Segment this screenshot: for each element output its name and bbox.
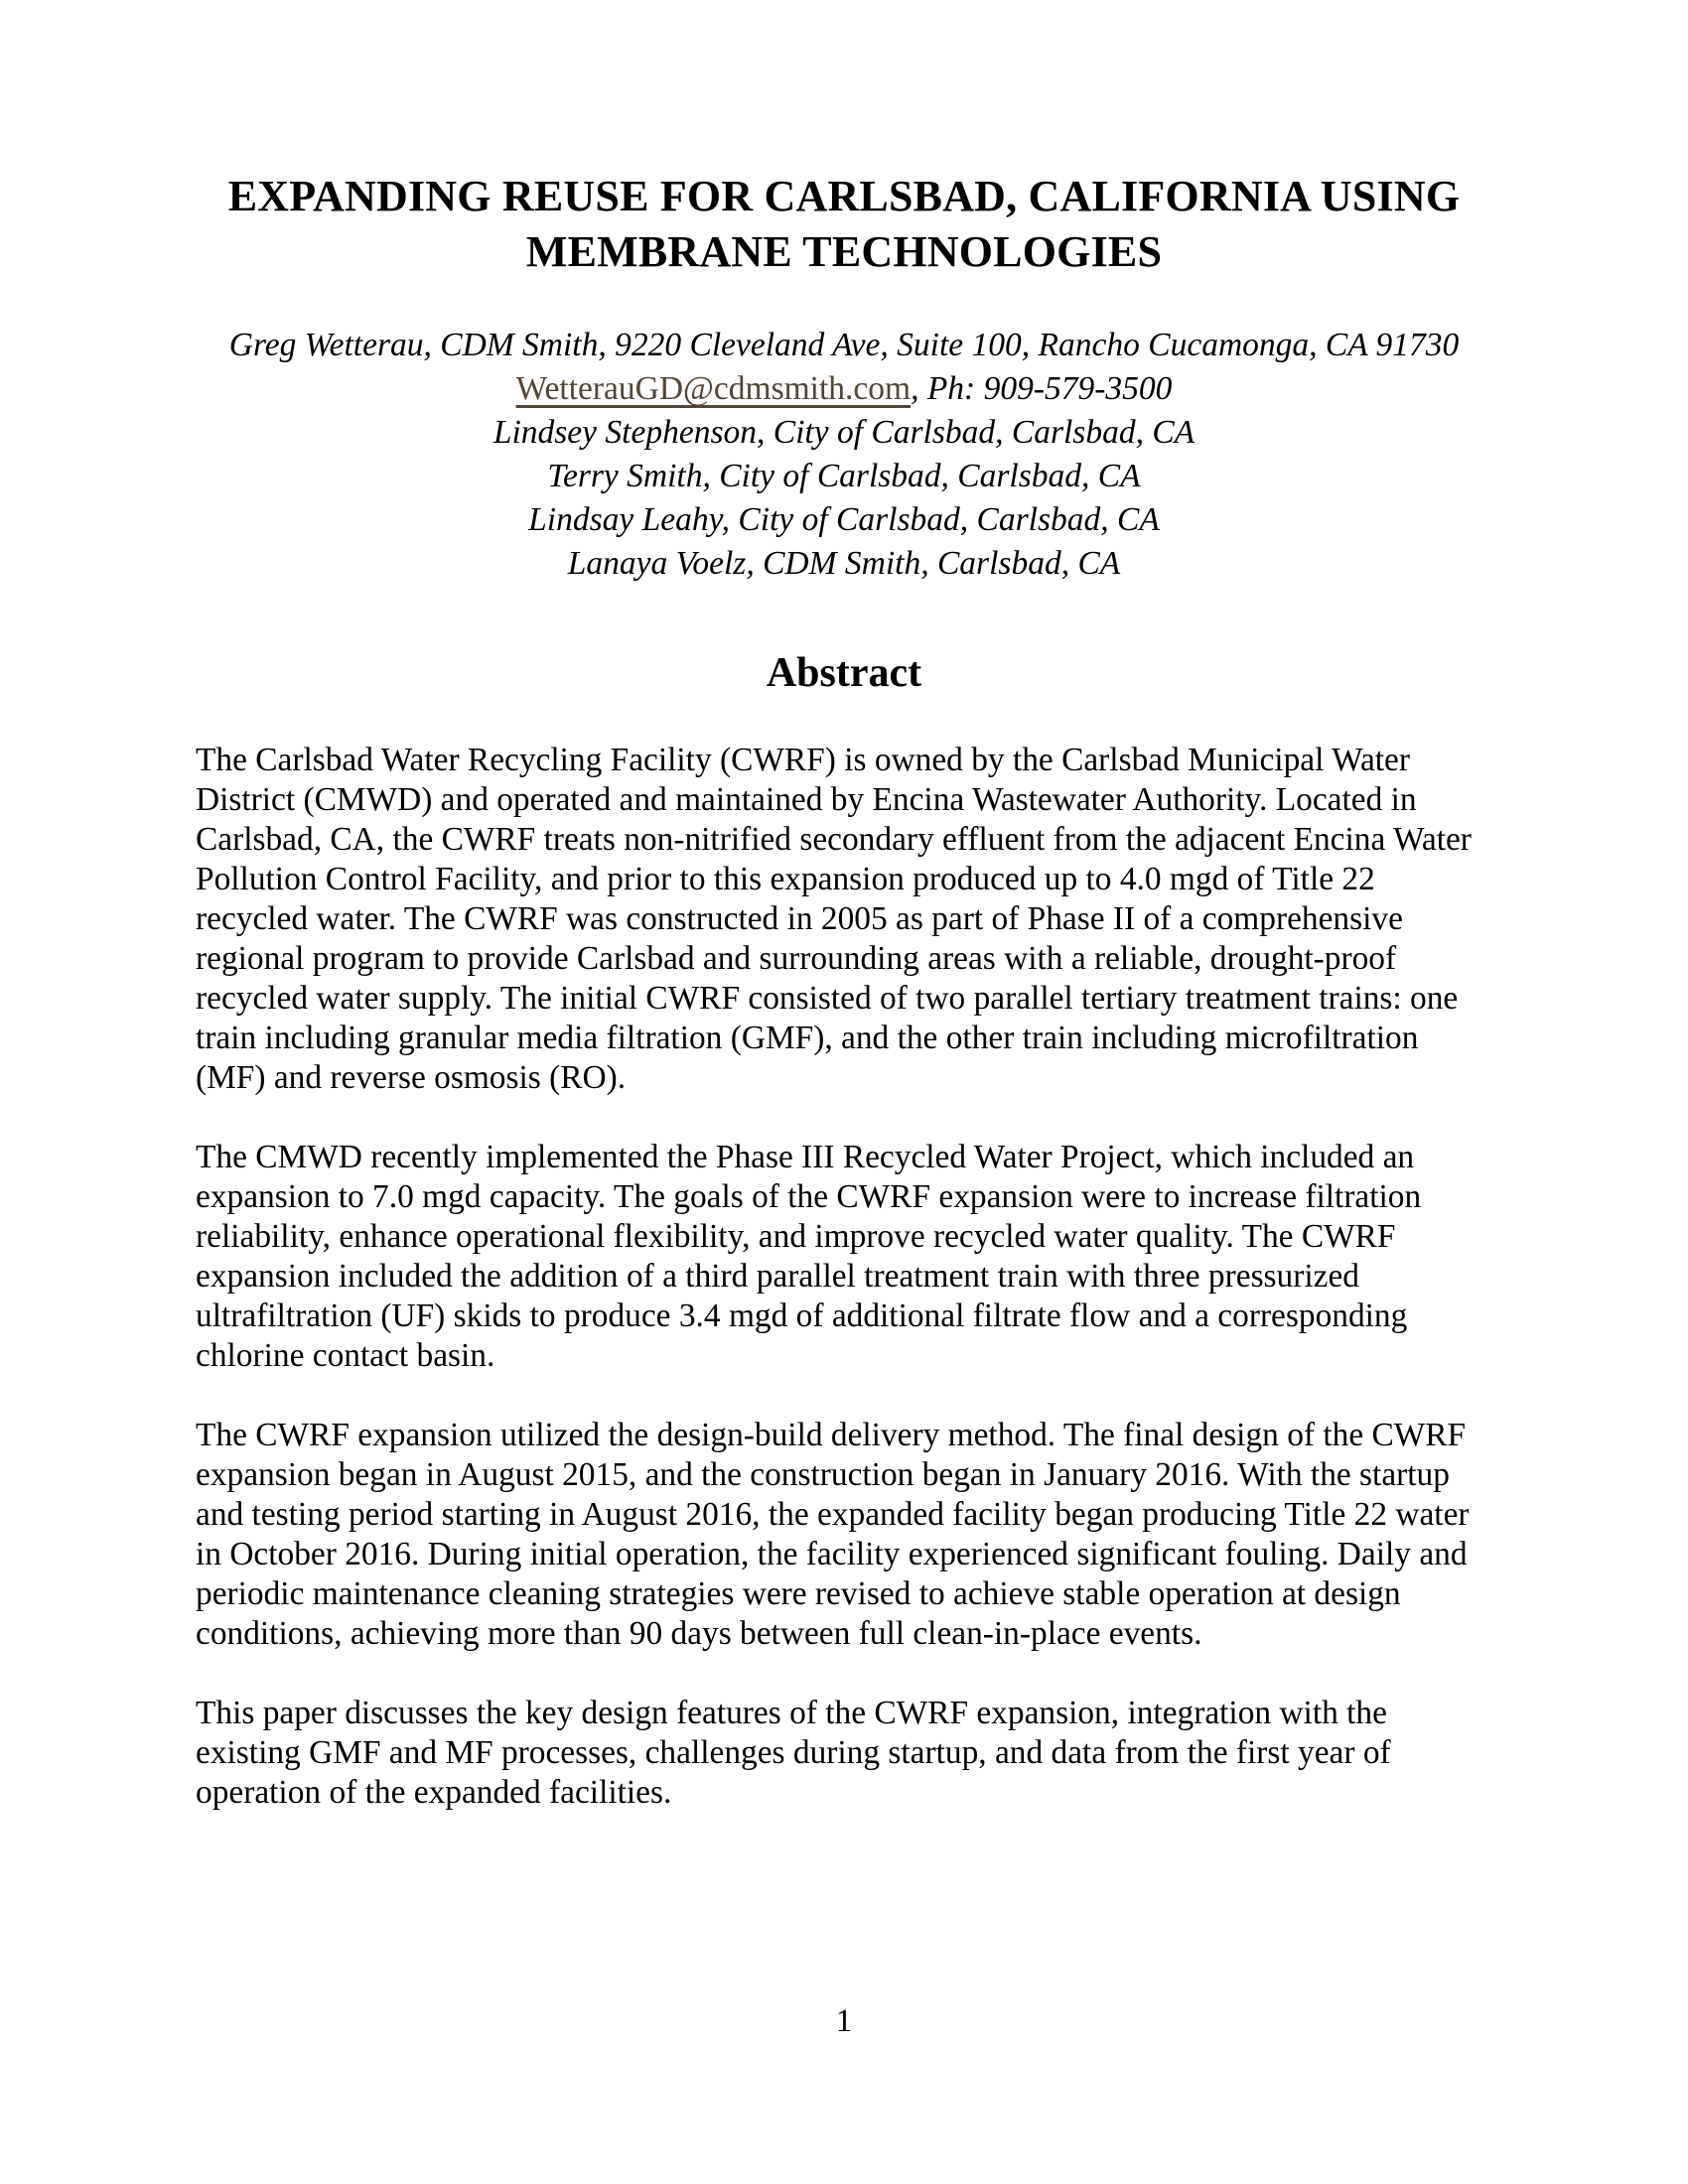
text-line: MEMBRANE TECHNOLOGIES (525, 227, 1163, 276)
text-line: and testing period starting in August 2016, the expanded facility began producing Title 22 water (196, 1496, 1470, 1533)
text-line: recycled water. The CWRF was constructed in 2005 as part of Phase II of a comprehensive (196, 900, 1403, 937)
text-line: District (CMWD) and operated and maintained by Encina Wastewater Authority. Located in (196, 781, 1417, 818)
text-line: conditions, achieving more than 90 days between full clean-in-place events. (196, 1615, 1202, 1652)
author-lines-secondary (0, 411, 1688, 586)
author-line-primary: Greg Wetterau, CDM Smith, 9220 Cleveland Ave, Suite 100, Rancho Cucamonga, CA 91730 (228, 327, 1460, 363)
text-line: operation of the expanded facilities. (196, 1774, 672, 1811)
author-contact-line (0, 367, 1688, 411)
text-line: expansion included the addition of a third parallel treatment train with three pressurized (196, 1258, 1359, 1295)
abstract-paragraph (196, 1416, 1492, 1654)
text-line: ultrafiltration (UF) skids to produce 3.4 mgd of additional filtrate flow and a corresponding (196, 1297, 1408, 1334)
text-line: reliability, enhance operational flexibility, and improve recycled water quality. The CWRF (196, 1218, 1396, 1255)
text-line: chlorine contact basin. (196, 1337, 495, 1374)
phone-text: , Ph: 909-579-3500 (911, 370, 1173, 407)
abstract-body (196, 741, 1492, 1852)
page-number: 1 (835, 2003, 853, 2039)
text-line: Lanaya Voelz, CDM Smith, Carlsbad, CA (567, 545, 1121, 582)
text-line: This paper discusses the key design features of the CWRF expansion, integration with the (196, 1695, 1387, 1731)
text-line: Carlsbad, CA, the CWRF treats non-nitrified secondary effluent from the adjacent Encina Water (196, 821, 1472, 858)
text-line: Lindsey Stephenson, City of Carlsbad, Carlsbad, CA (492, 414, 1196, 451)
text-line: regional program to provide Carlsbad and surrounding areas with a reliable, drought-proof (196, 940, 1397, 977)
abstract-paragraph (196, 1694, 1492, 1813)
text-line: Terry Smith, City of Carlsbad, Carlsbad, CA (547, 458, 1141, 494)
text-line: (MF) and reverse osmosis (RO). (196, 1059, 627, 1096)
text-line: in October 2016. During initial operation, the facility experienced significant fouling. Daily and (196, 1536, 1468, 1572)
text-line: existing GMF and MF processes, challenges during startup, and data from the first year of (196, 1734, 1391, 1771)
text-line: train including granular media filtration (GMF), and the other train including microfiltration (196, 1020, 1419, 1056)
text-line: recycled water supply. The initial CWRF consisted of two parallel tertiary treatment trains: one (196, 980, 1459, 1017)
text-line: The CWRF expansion utilized the design-build delivery method. The final design of the CWRF (196, 1417, 1467, 1453)
text-line: Lindsay Leahy, City of Carlsbad, Carlsbad, CA (528, 501, 1160, 538)
email-link[interactable]: WetterauGD@cdmsmith.com (515, 370, 912, 407)
abstract-heading: Abstract (766, 650, 922, 696)
authors-block (0, 324, 1688, 586)
text-line: expansion began in August 2015, and the construction began in January 2016. With the startup (196, 1456, 1450, 1493)
text-line: The CMWD recently implemented the Phase III Recycled Water Project, which included an (196, 1139, 1415, 1175)
text-line: Pollution Control Facility, and prior to this expansion produced up to 4.0 mgd of Title 22 (196, 861, 1375, 897)
text-line: The Carlsbad Water Recycling Facility (CWRF) is owned by the Carlsbad Municipal Water (196, 742, 1410, 778)
text-line: EXPANDING REUSE FOR CARLSBAD, CALIFORNIA USING (227, 172, 1461, 220)
abstract-paragraph (196, 741, 1492, 1098)
text-line: periodic maintenance cleaning strategies were revised to achieve stable operation at design (196, 1575, 1401, 1612)
paper-title (0, 169, 1688, 280)
text-line: expansion to 7.0 mgd capacity. The goals of the CWRF expansion were to increase filtration (196, 1178, 1422, 1215)
abstract-paragraph (196, 1138, 1492, 1376)
